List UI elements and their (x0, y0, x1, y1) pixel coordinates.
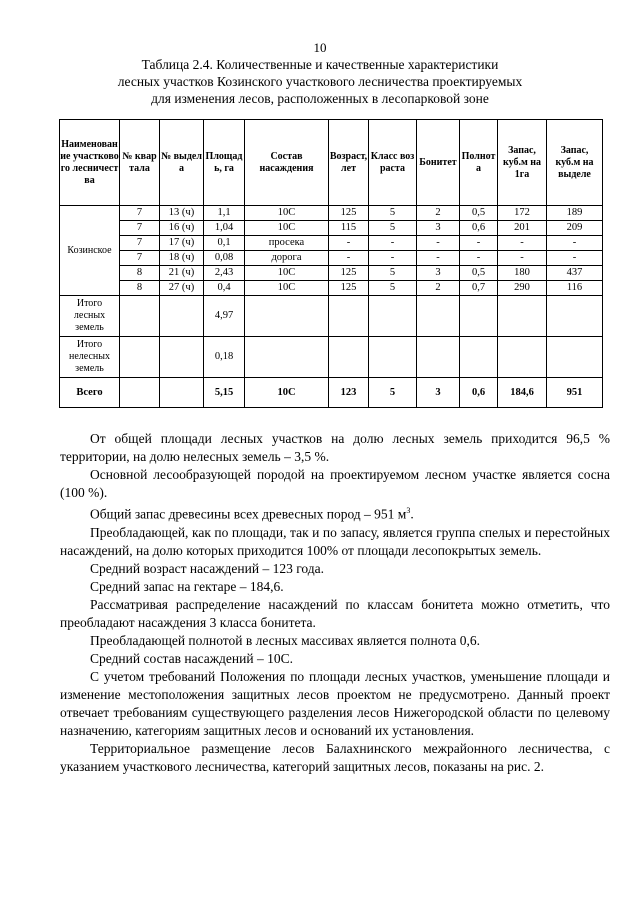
table-cell: - (369, 236, 417, 251)
table-cell (498, 296, 547, 337)
table-cell (120, 337, 160, 378)
paragraph: Основной лесообразующей породой на проектируемом лесном участке является сосна (100 %). (60, 467, 610, 500)
paragraph: Рассматривая распределение насаждений по классам бонитета можно отметить, что преобладают насаждения 3 класса бонитета. (60, 596, 610, 630)
table-cell: 8 (120, 281, 160, 296)
table-cell: 172 (498, 206, 547, 221)
table-cell (245, 337, 329, 378)
table-cell: 125 (329, 206, 369, 221)
table-cell: 10С (245, 221, 329, 236)
table-cell: - (460, 251, 498, 266)
table-cell (417, 296, 460, 337)
paragraph-end: . (410, 506, 414, 522)
table-cell: 27 (ч) (160, 281, 204, 296)
table-cell: 209 (547, 221, 603, 236)
table-cell (329, 296, 369, 337)
table-cell: 125 (329, 266, 369, 281)
nonforest-total-row (60, 337, 603, 378)
table-cell: 7 (120, 251, 160, 266)
table-cell: - (329, 251, 369, 266)
header-area: Площадь, га (204, 120, 245, 206)
table-cell: 0,08 (204, 251, 245, 266)
paragraph (60, 502, 610, 524)
table-cell: 0,6 (460, 221, 498, 236)
table-cell: - (460, 236, 498, 251)
table-row (60, 206, 603, 221)
paragraph: Средний запас на гектаре – 184,6. (90, 578, 284, 594)
table-cell: 189 (547, 206, 603, 221)
table-cell: 16 (ч) (160, 221, 204, 236)
paragraph: Средний состав насаждений – 10С. (90, 650, 293, 666)
table-cell (329, 337, 369, 378)
table-cell: 2,43 (204, 266, 245, 281)
table-cell: 7 (120, 236, 160, 251)
table-row (60, 281, 603, 296)
table-cell: 7 (120, 206, 160, 221)
page-number: 10 (313, 40, 327, 55)
table-cell: 0,5 (460, 206, 498, 221)
table-cell: 125 (329, 281, 369, 296)
forest-total-row (60, 296, 603, 337)
table-cell: 2 (417, 281, 460, 296)
table-title-line: Таблица 2.4. Количественные и качественные характеристики (141, 57, 499, 72)
table-cell (547, 337, 603, 378)
table-cell: 0,5 (460, 266, 498, 281)
grand-total-composition: 10С (245, 378, 329, 408)
header-stock-total: Запас, куб.м на выделе (547, 120, 603, 206)
table-cell: 116 (547, 281, 603, 296)
paragraph: Территориальное размещение лесов Балахнинского межрайонного лесничества, с указанием участкового лесничества, категорий защитных лесов, показаны на рис. 2. (60, 740, 610, 774)
header-age-class: Класс возраста (369, 120, 417, 206)
grand-total-row (60, 378, 603, 408)
table-row (60, 251, 603, 266)
header-stock-ha: Запас, куб.м на 1га (498, 120, 547, 206)
table-cell (245, 296, 329, 337)
table-cell: 17 (ч) (160, 236, 204, 251)
table-cell: 5 (369, 206, 417, 221)
table-cell: дорога (245, 251, 329, 266)
grand-total-area: 5,15 (204, 378, 245, 408)
paragraph: Преобладающей, как по площади, так и по запасу, является группа спелых и перестойных насаждений, на долю которых приходится 100% от площади лесопокрытых земель. (60, 524, 610, 558)
grand-total-age-class: 5 (369, 378, 417, 408)
table-cell: 3 (417, 266, 460, 281)
forest-characteristics-table (59, 119, 603, 408)
table-cell: 3 (417, 221, 460, 236)
table-row (60, 266, 603, 281)
grand-total-stock-total: 951 (547, 378, 603, 408)
table-cell: 5 (369, 266, 417, 281)
table-cell (460, 337, 498, 378)
table-cell: 0,7 (460, 281, 498, 296)
table-cell (417, 337, 460, 378)
table-row (60, 221, 603, 236)
table-cell: 7 (120, 221, 160, 236)
table-cell (498, 337, 547, 378)
table-cell (120, 296, 160, 337)
grand-total-age: 123 (329, 378, 369, 408)
header-density: Полнота (460, 120, 498, 206)
grand-total-stock-ha: 184,6 (498, 378, 547, 408)
table-cell: 13 (ч) (160, 206, 204, 221)
table-cell (547, 296, 603, 337)
header-bonitet: Бонитет (417, 120, 460, 206)
table-cell (160, 337, 204, 378)
table-cell: 5 (369, 221, 417, 236)
table-cell (120, 378, 160, 408)
paragraph-text: Общий запас древесины всех древесных пород – 951 м (90, 506, 407, 522)
paragraph: От общей площади лесных участков на долю лесных земель приходится 96,5 % территории, на долю нелесных земель – 3,5 %. (60, 431, 610, 464)
table-cell: - (417, 251, 460, 266)
header-composition: Состав насаждения (245, 120, 329, 206)
table-cell: 21 (ч) (160, 266, 204, 281)
table-cell: 10С (245, 281, 329, 296)
table-header-row (60, 120, 603, 206)
table-cell: - (547, 236, 603, 251)
paragraph: С учетом требований Положения по площади лесных участков, уменьшение площади и изменение местоположения защитных лесов проектом не предусмотрено. Данный проект отвечает требованиям существующего разделения лесов Нижегородской области по целевому назначению, категориям защитных лесов и оснований их установления. (60, 668, 610, 738)
table-cell: 290 (498, 281, 547, 296)
table-cell (160, 378, 204, 408)
table-cell: - (498, 236, 547, 251)
table-cell (160, 296, 204, 337)
body-text (60, 430, 610, 776)
table-cell: - (329, 236, 369, 251)
table-cell: 8 (120, 266, 160, 281)
table-cell: 5 (369, 281, 417, 296)
table-cell: 2 (417, 206, 460, 221)
table-cell (369, 337, 417, 378)
table-cell: 10С (245, 206, 329, 221)
grand-total-bonitet: 3 (417, 378, 460, 408)
table-cell: 115 (329, 221, 369, 236)
table-cell: 180 (498, 266, 547, 281)
header-vydel: № выдела (160, 120, 204, 206)
table-cell: - (547, 251, 603, 266)
nonforest-total-label: Итого нелесных земель (60, 337, 120, 378)
table-cell: 1,1 (204, 206, 245, 221)
table-cell: 201 (498, 221, 547, 236)
grand-total-density: 0,6 (460, 378, 498, 408)
table-cell: 18 (ч) (160, 251, 204, 266)
header-age: Возраст, лет (329, 120, 369, 206)
paragraph: Преобладающей полнотой в лесных массивах является полнота 0,6. (90, 632, 481, 648)
header-kvartal: № квартала (120, 120, 160, 206)
nonforest-total-area: 0,18 (204, 337, 245, 378)
table-cell: 1,04 (204, 221, 245, 236)
table-title-line: для изменения лесов, расположенных в лесопарковой зоне (151, 91, 489, 106)
table-cell: 0,4 (204, 281, 245, 296)
table-cell (369, 296, 417, 337)
table-row (60, 236, 603, 251)
table-cell (460, 296, 498, 337)
paragraph: Средний возраст насаждений – 123 года. (90, 560, 325, 576)
forestry-name: Козинское (60, 206, 120, 296)
table-cell: 437 (547, 266, 603, 281)
grand-total-label: Всего (60, 378, 120, 408)
table-title-line: лесных участков Козинского участкового лесничества проектируемых (117, 74, 523, 89)
table-cell: - (417, 236, 460, 251)
table-cell: 0,1 (204, 236, 245, 251)
forest-total-label: Итого лесных земель (60, 296, 120, 337)
header-name: Наименование участкового лесничества (60, 120, 120, 206)
table-cell: - (369, 251, 417, 266)
forest-total-area: 4,97 (204, 296, 245, 337)
table-title (60, 56, 580, 107)
table-cell: 10С (245, 266, 329, 281)
table-cell: просека (245, 236, 329, 251)
table-cell: - (498, 251, 547, 266)
superscript: 3 (406, 506, 411, 515)
